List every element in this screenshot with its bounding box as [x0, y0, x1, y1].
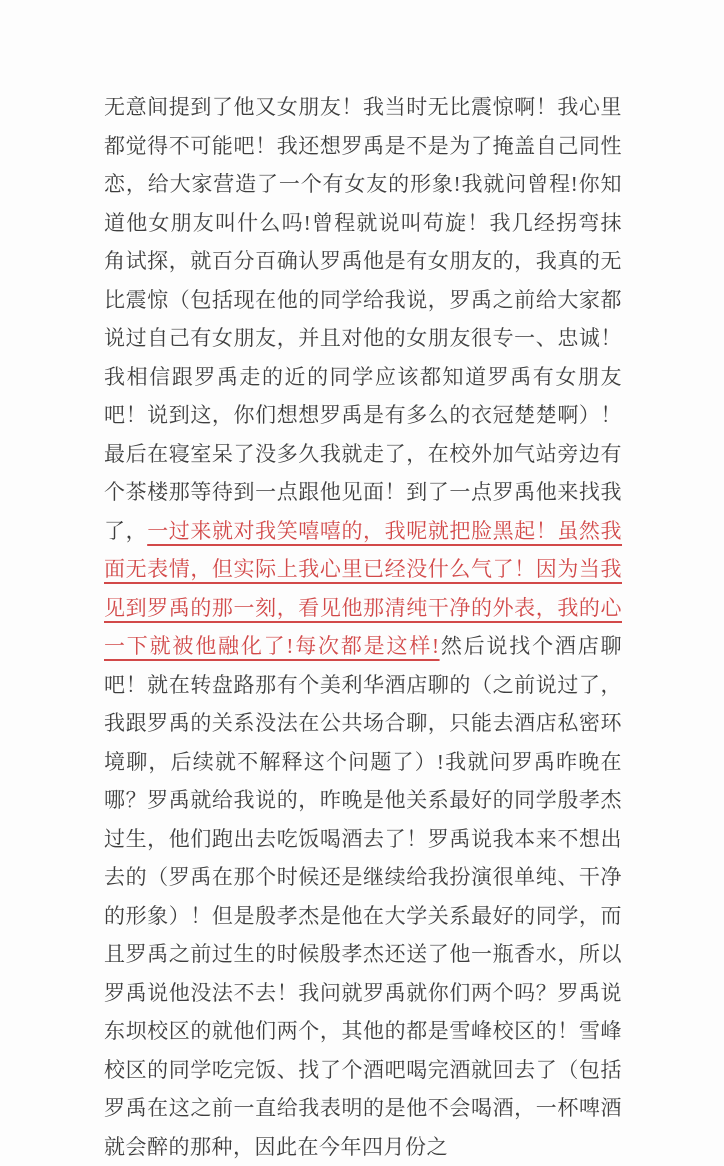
text-segment-after-highlight: 然后说找个酒店聊吧！就在转盘路那有个美利华酒店聊的（之前说过了，我跟罗禹的关系没法在公共场合聊，只能去酒店私密环境聊，后续就不解释这个问题了）!我就问罗禹昨晚在哪？罗禹就给我说的，昨晚是他关系最好的同学殷孝杰过生，他们跑出去吃饭喝酒去了！罗禹说我本来不想出去的（罗禹在那个时候还是继续给我扮演很单纯、干净的形象）！但是殷孝杰是他在大学关系最好的同学，而且罗禹之前过生的时候殷孝杰还送了他一瓶香水，所以罗禹说他没法不去！我问就罗禹就你们两个吗？罗禹说东坝校区的就他们两个，其他的都是雪峰校区的！雪峰校区的同学吃完饭、找了个酒吧喝完酒就回去了（包括罗禹在这之前一直给我表明的是他不会喝酒，一杯啤酒就会醉的那种，因此在今年四月份之 [104, 634, 622, 1159]
text-segment-red-underlined: 一过来就对我笑嘻嘻的，我呢就把脸黑起！虽然我面无表情，但实际上我心里已经没什么气了！因为当我见到罗禹的那一刻，看见他那清纯干净的外表，我的心一下就被他融化了!每次都是这样! [104, 518, 623, 658]
text-segment-before-highlight: 无意间提到了他又女朋友！我当时无比震惊啊！我心里都觉得不可能吧！我还想罗禹是不是为了掩盖自己同性恋，给大家营造了一个有女友的形象!我就问曾程!你知道他女朋友叫什么吗!曾程就说叫苟旋！我几经拐弯抹角试探，就百分百确认罗禹他是有女朋友的，我真的无比震惊（包括现在他的同学给我说，罗禹之前给大家都说过自己有女朋友，并且对他的女朋友很专一、忠诚！我相信跟罗禹走的近的同学应该都知道罗禹有女朋友吧！说到这，你们想想罗禹是有多么的衣冠楚楚啊）！最后在寝室呆了没多久我就走了，在校外加气站旁边有个茶楼那等待到一点跟他见面！到了一点罗禹他来找我了， [104, 95, 622, 543]
paragraph [104, 88, 622, 1166]
